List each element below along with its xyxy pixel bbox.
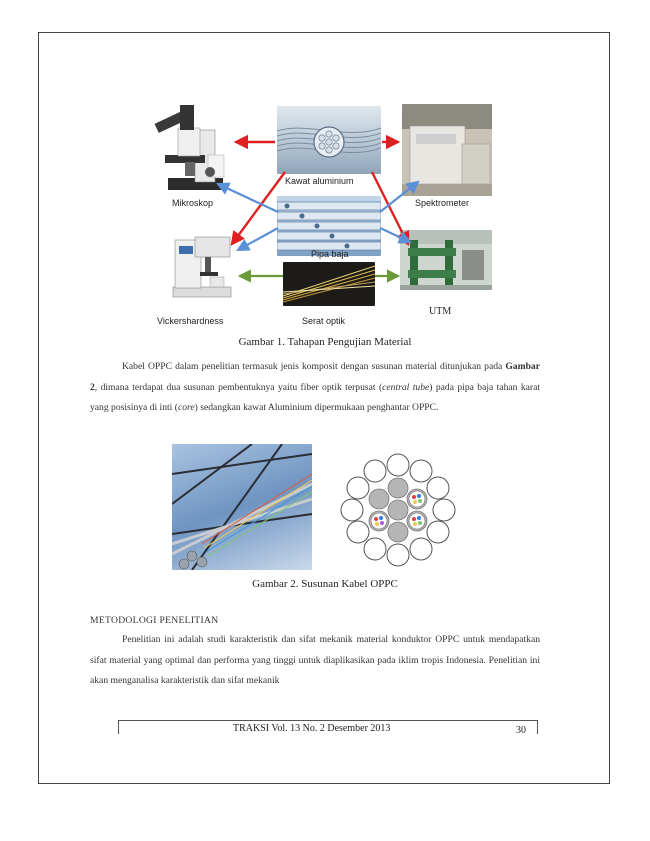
label-vickershardness: Vickershardness (157, 316, 224, 326)
para1-text-b: , dimana terdapat dua susunan pembentuknya yaitu fiber optik terpusat ( (94, 381, 383, 393)
para1-italic-1: central tube (382, 381, 430, 393)
footer-journal: TRAKSI Vol. 13 No. 2 Desember 2013 (233, 723, 391, 734)
section-heading: METODOLOGI PENELITIAN (90, 615, 219, 626)
para1-italic-2: core (177, 402, 195, 413)
para2-text: Penelitian ini adalah studi karakteristik dan sifat mekanik material konduktor OPPC untuk mendapatkan sifat material yang optimal dan performa yang tinggi untuk diaplikasikan pada iklim tropis Indonesia. Penelitian ini akan menganalisa karakteristik dan sifat mekanik (90, 634, 540, 686)
footer-tick-right (537, 720, 538, 734)
oppc-cross-section-diagram (338, 450, 458, 570)
figure-2-caption: Gambar 2. Susunan Kabel OPPC (252, 578, 398, 590)
label-kawat-aluminium: Kawat aluminium (285, 176, 354, 186)
para1-text-d: ) sedangkan kawat Aluminium dipermukaan penghantar OPPC. (194, 402, 439, 413)
para1-text-c: ) pada pipa baja tahan karat yang posisinya di inti ( (90, 381, 540, 413)
figure-1-caption: Gambar 1. Tahapan Pengujian Material (238, 336, 412, 348)
label-serat-optik: Serat optik (302, 316, 346, 326)
label-spektrometer: Spektrometer (415, 198, 470, 208)
label-mikroskop: Mikroskop (172, 198, 214, 208)
body-paragraph-1 (90, 357, 540, 419)
footer-tick-left (118, 720, 119, 734)
footer-page-number: 30 (516, 725, 526, 736)
para1-bold: Gambar 2 (90, 361, 540, 393)
label-pipa-baja: Pipa baja (311, 249, 349, 259)
para1-text-a: Kabel OPPC dalam penelitian termasuk jenis komposit dengan susunan material ditunjukan pada (122, 361, 506, 372)
oppc-cable-photo (172, 444, 312, 570)
footer-rule (118, 720, 538, 721)
fiber-tube-top (409, 491, 425, 507)
body-paragraph-2 (90, 630, 540, 692)
label-utm: UTM (429, 306, 452, 317)
